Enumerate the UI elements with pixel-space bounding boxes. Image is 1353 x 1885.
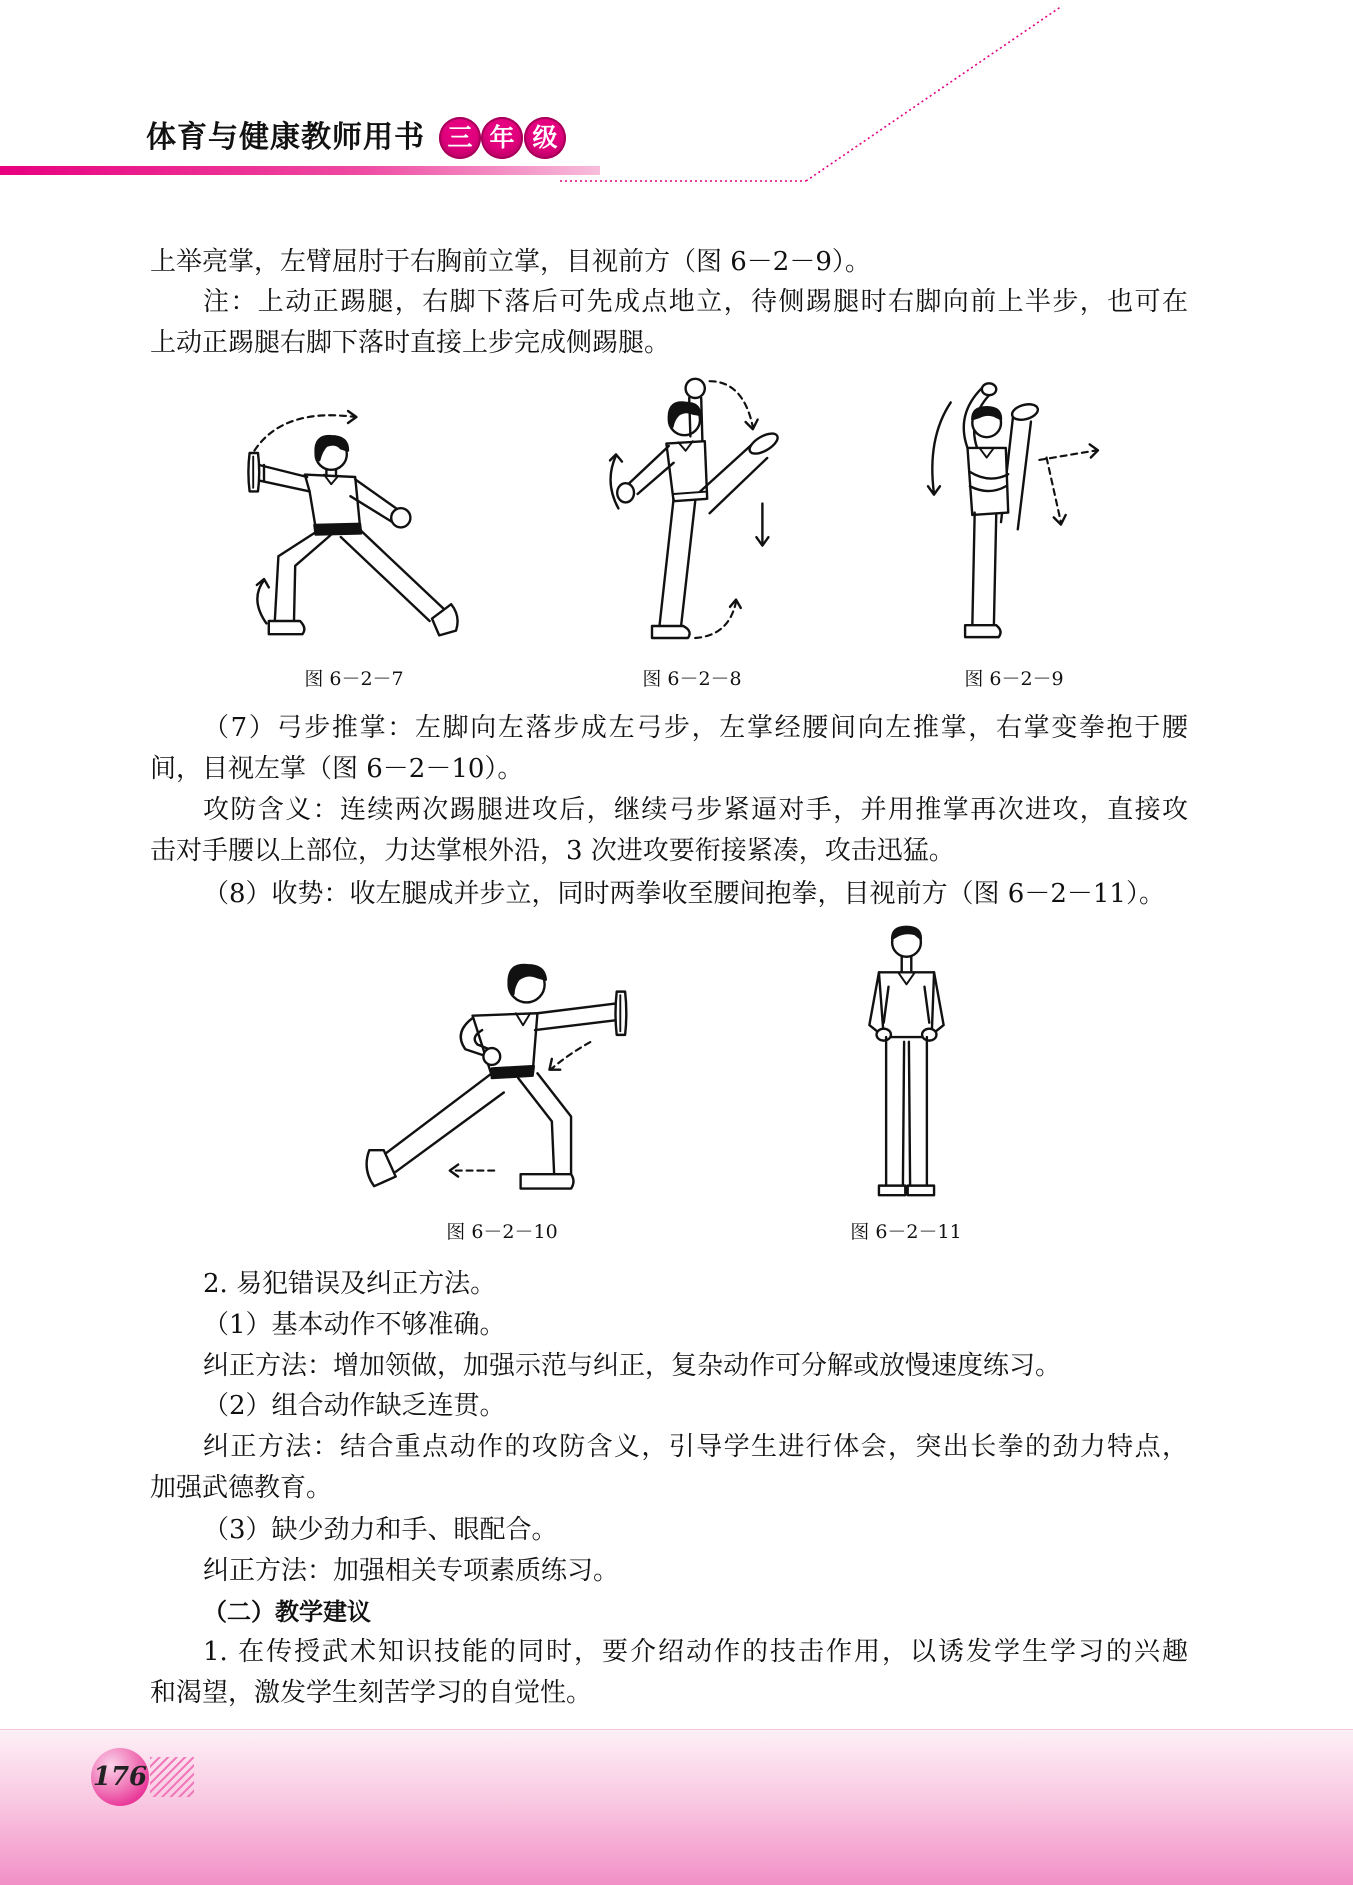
standing-leg bbox=[972, 513, 996, 628]
motion-arrow-right bbox=[1039, 450, 1096, 460]
grade-badge-3: 级 bbox=[524, 117, 566, 159]
back-leg bbox=[384, 1073, 504, 1171]
text-line: 纠正方法：增加领做，加强示范与纠正，复杂动作可分解或放慢速度练习。 bbox=[203, 1351, 1062, 1381]
shoe bbox=[367, 1150, 396, 1186]
shoe bbox=[746, 430, 780, 458]
book-title: 体育与健康教师用书 bbox=[146, 120, 425, 155]
grade-badge-1: 三 bbox=[439, 117, 481, 159]
text-line: （7）弓步推掌：左脚向左落步成左弓步，左掌经腰间向左推掌，右掌变拳抱于腰 bbox=[203, 713, 1188, 743]
figure-6-2-10-illustration bbox=[362, 958, 636, 1191]
text-line: （1）基本动作不够准确。 bbox=[203, 1310, 506, 1340]
shoe bbox=[432, 604, 458, 635]
figure-6-2-11-illustration bbox=[862, 922, 951, 1200]
figure-caption: 图 6－2－11 bbox=[850, 1221, 962, 1243]
motion-arrow-curve bbox=[257, 580, 266, 623]
shoe bbox=[879, 1186, 905, 1196]
section-heading: （二）教学建议 bbox=[203, 1598, 371, 1626]
figure-caption: 图 6－2－8 bbox=[642, 668, 742, 690]
hand bbox=[617, 483, 634, 502]
figure-6-2-8-illustration bbox=[604, 374, 778, 644]
motion-arrow-down bbox=[1047, 458, 1061, 523]
motion-arrow-arc bbox=[710, 381, 753, 427]
text-line: 和渴望，激发学生刻苦学习的自觉性。 bbox=[150, 1678, 593, 1708]
shoe bbox=[652, 626, 690, 638]
text-line: 1. 在传授武术知识技能的同时，要介绍动作的技击作用，以诱发学生学习的兴趣 bbox=[203, 1637, 1188, 1667]
page-number: 176 bbox=[92, 1762, 148, 1792]
figure-caption: 图 6－2－10 bbox=[446, 1221, 558, 1243]
text-line: 纠正方法：结合重点动作的攻防含义，引导学生进行体会，突出长拳的劲力特点， bbox=[203, 1432, 1188, 1462]
figure-caption: 图 6－2－7 bbox=[304, 668, 404, 690]
header-dotted-lines bbox=[0, 0, 1353, 200]
text-line: 攻防含义：连续两次踢腿进攻后，继续弓步紧逼对手，并用推掌再次进攻，直接攻 bbox=[203, 795, 1188, 825]
motion-arrow-curve bbox=[932, 402, 950, 493]
text-line: （2）组合动作缺乏连贯。 bbox=[203, 1391, 506, 1421]
shoe bbox=[908, 1186, 934, 1196]
grade-badge-2: 年 bbox=[481, 117, 523, 159]
hand bbox=[982, 383, 996, 395]
text-line: 纠正方法：加强相关专项素质练习。 bbox=[203, 1556, 620, 1586]
fist bbox=[391, 508, 410, 527]
figure-6-2-7-illustration bbox=[240, 405, 462, 639]
pushing-arm bbox=[535, 1004, 614, 1030]
motion-arrow-curve bbox=[611, 456, 619, 509]
shoe bbox=[965, 625, 1000, 637]
shoe bbox=[521, 1174, 574, 1188]
text-line: 加强武德教育。 bbox=[150, 1473, 333, 1503]
legs bbox=[886, 1037, 927, 1186]
extended-leg bbox=[341, 530, 447, 621]
fist bbox=[922, 1029, 936, 1041]
text-line: 上动正踢腿右脚下落时直接上步完成侧踢腿。 bbox=[150, 328, 671, 358]
belt bbox=[314, 524, 361, 535]
fist bbox=[877, 1029, 891, 1041]
shoe bbox=[269, 621, 305, 634]
text-line: 上举亮掌，左臂屈肘于右胸前立掌，目视前方（图 6－2－9）。 bbox=[150, 247, 871, 277]
text-line: （8）收势：收左腿成并步立，同时两拳收至腰间抱拳，目视前方（图 6－2－11）。 bbox=[203, 879, 1165, 909]
torso bbox=[968, 448, 1009, 515]
shoe bbox=[1010, 402, 1039, 423]
text-line: 注：上动正踢腿，右脚下落后可先成点地立，待侧踢腿时右脚向前上半步，也可在 bbox=[203, 287, 1188, 317]
header-dotted-diagonal bbox=[806, 6, 1062, 181]
belt bbox=[492, 1066, 534, 1078]
front-leg bbox=[518, 1073, 571, 1176]
footer-band bbox=[0, 1729, 1353, 1885]
standing-leg bbox=[659, 499, 695, 629]
motion-arrow-curve bbox=[552, 1042, 590, 1068]
fist bbox=[686, 379, 705, 398]
figure-6-2-9-illustration bbox=[922, 378, 1104, 640]
text-line: 2. 易犯错误及纠正方法。 bbox=[203, 1269, 497, 1299]
neck bbox=[902, 957, 912, 973]
text-line: 击对手腰以上部位，力达掌根外沿，3 次进攻要衔接紧凑，攻击迅猛。 bbox=[150, 836, 955, 866]
fist bbox=[483, 1048, 500, 1065]
left-arm bbox=[259, 465, 309, 491]
text-line: 间，目视左掌（图 6－2－10）。 bbox=[150, 754, 524, 784]
bent-leg bbox=[275, 532, 331, 621]
figure-caption: 图 6－2－9 bbox=[964, 668, 1064, 690]
text-line: （3）缺少劲力和手、眼配合。 bbox=[203, 1515, 558, 1545]
